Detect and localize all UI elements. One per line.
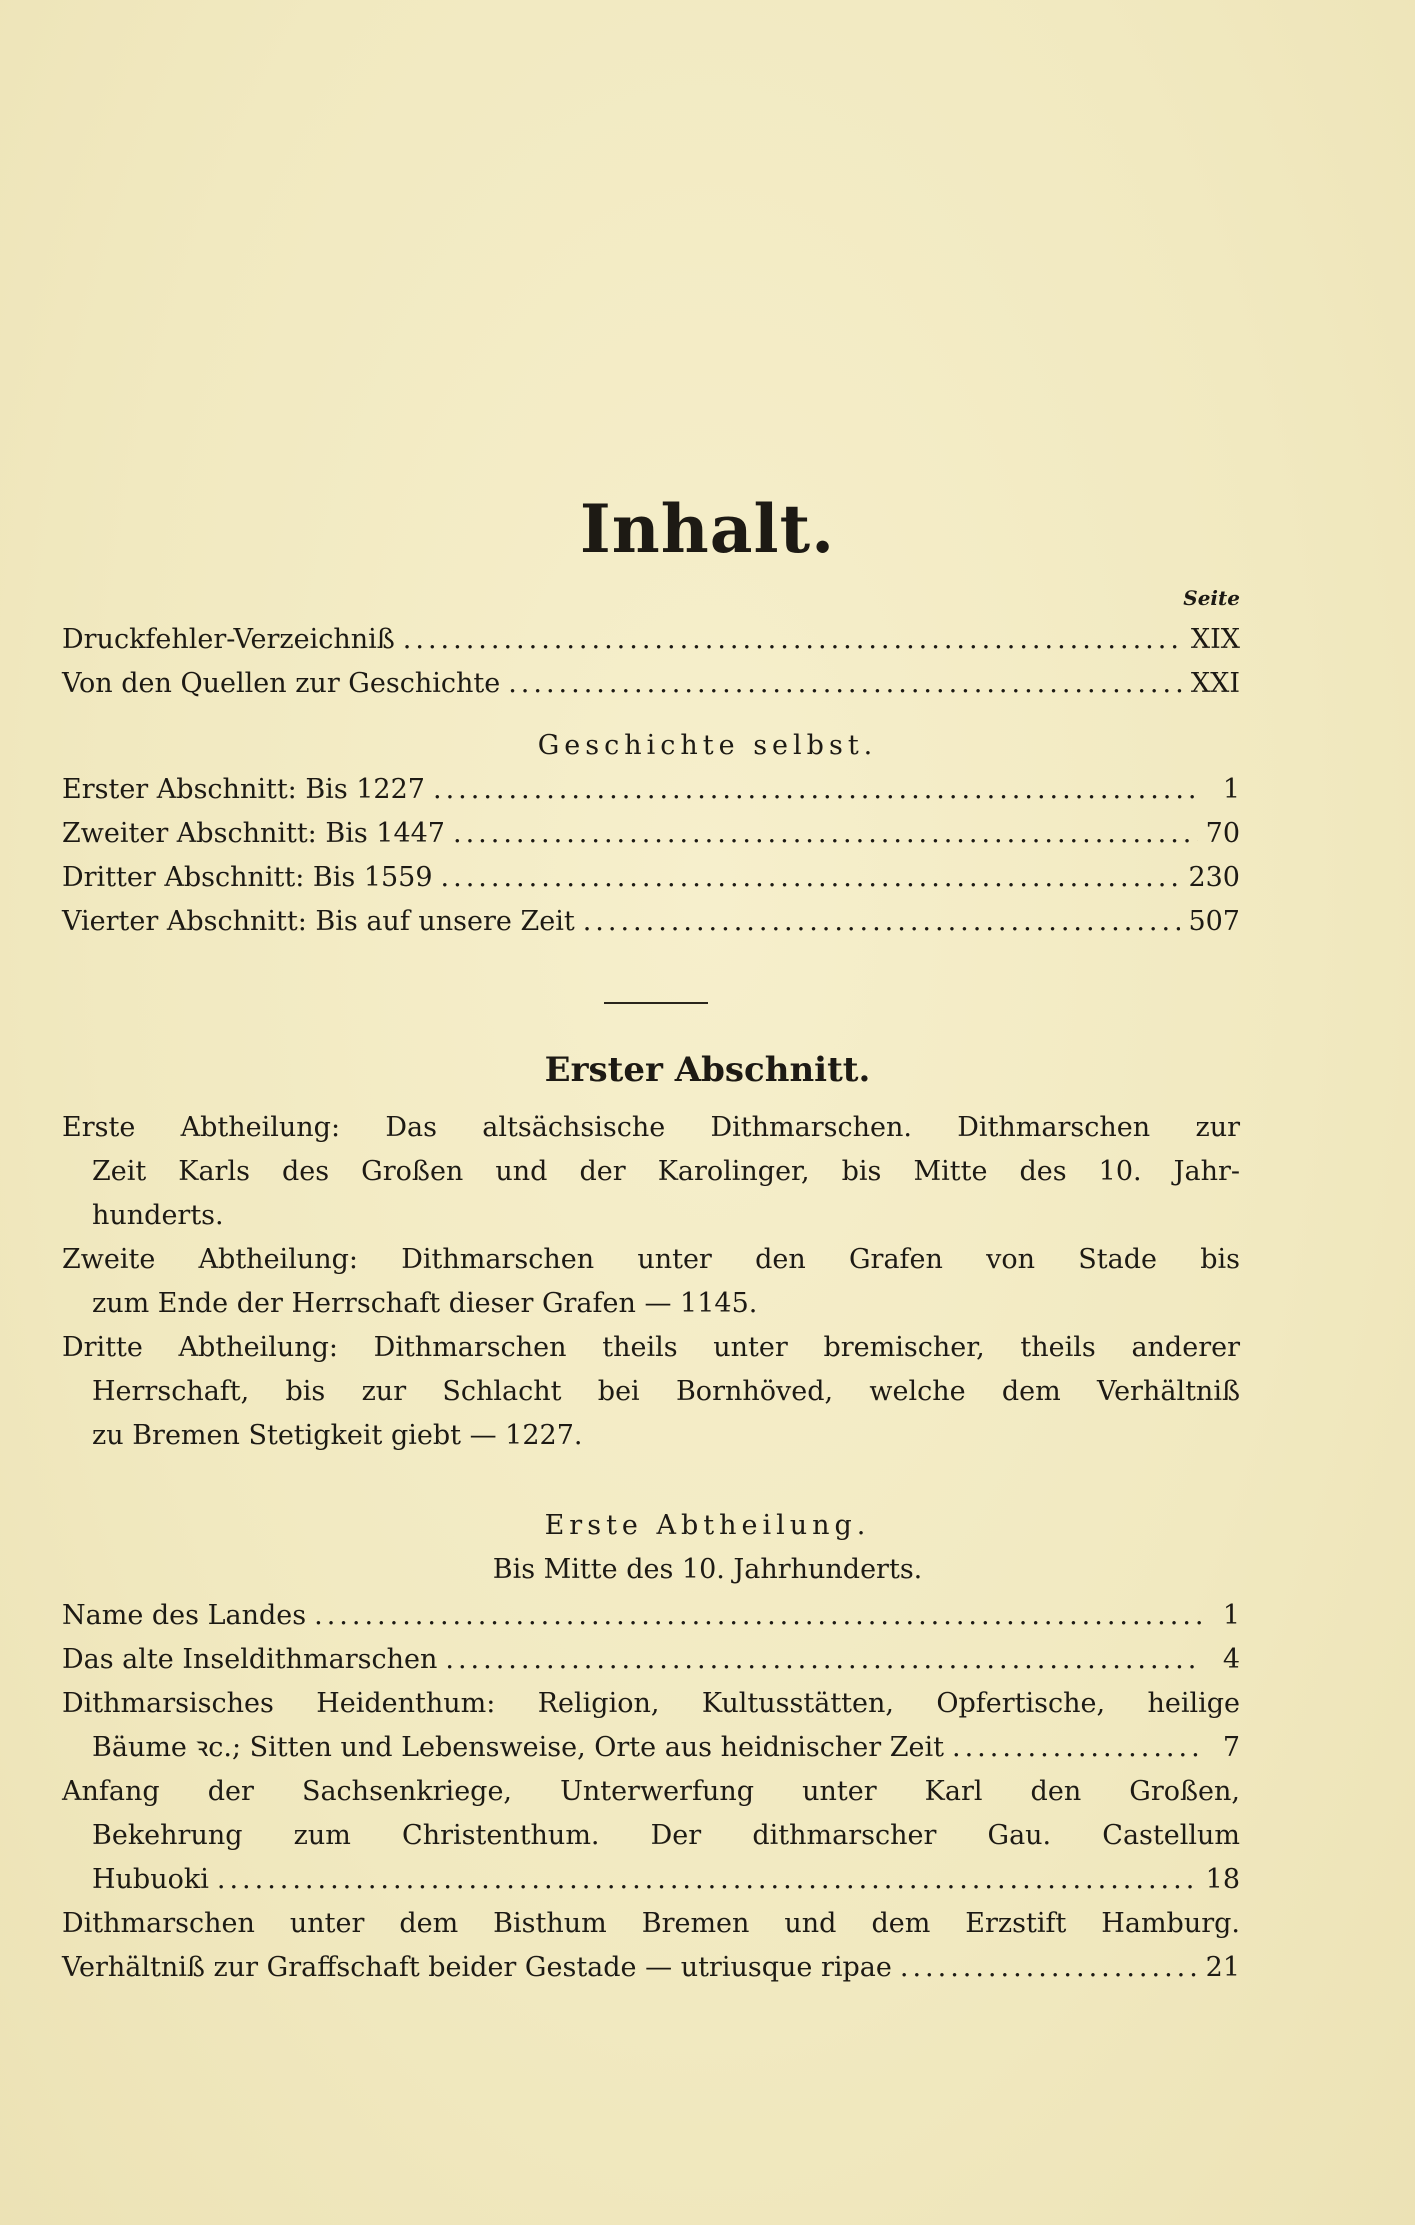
- section-divider: [604, 1002, 708, 1004]
- toc-entry-label: Das alte Inseldithmarschen: [62, 1644, 438, 1675]
- toc-entry-label: Bäume ꝛc.; Sitten und Lebensweise, Orte aus heidnischer Zeit: [92, 1732, 944, 1763]
- toc-entry-label: Verhältniß zur Graffschaft beider Gestade — utriusque ripae: [62, 1952, 892, 1983]
- toc-heidenthum-line-1: Dithmarsisches Heidenthum: Religion, Kultusstätten, Opfertische, heilige: [62, 1688, 1240, 1719]
- abteilung-dritte-line-2: Herrschaft, bis zur Schlacht bei Bornhöved, welche dem Verhältniß: [92, 1376, 1240, 1407]
- toc-page-number: 21: [1205, 1952, 1240, 1983]
- leader-dots: [403, 618, 1183, 662]
- leader-dots: [583, 900, 1181, 944]
- leader-dots: [314, 1594, 1202, 1638]
- toc-page-number: 18: [1205, 1864, 1240, 1895]
- seite-column-label: Seite: [1183, 586, 1240, 610]
- toc-entry-label: Name des Landes: [62, 1600, 307, 1631]
- leader-dots: [900, 1946, 1198, 1990]
- toc-entry-abschnitt-1[interactable]: [62, 768, 1240, 812]
- toc-entry-abschnitt-3[interactable]: [62, 856, 1240, 900]
- toc-entry-druckfehler[interactable]: [62, 618, 1240, 662]
- leader-dots: [508, 662, 1183, 706]
- leader-dots: [433, 768, 1202, 812]
- toc-page-number: 70: [1205, 818, 1240, 849]
- toc-entry-label: Dritter Abschnitt: Bis 1559: [62, 862, 433, 893]
- toc-entry-abschnitt-4[interactable]: [62, 900, 1240, 944]
- toc-sachsen-line-2: Bekehrung zum Christenthum. Der dithmarscher Gau. Castellum: [92, 1820, 1240, 1851]
- leader-dots: [952, 1726, 1202, 1770]
- toc-entry-name-des-landes[interactable]: [62, 1594, 1240, 1638]
- toc-entry-inseldithmarschen[interactable]: [62, 1638, 1240, 1682]
- toc-entry-label: Zweiter Abschnitt: Bis 1447: [62, 818, 445, 849]
- abteilung-erste-line-2: Zeit Karls des Großen und der Karolinger, bis Mitte des 10. Jahr-: [92, 1156, 1240, 1187]
- leader-dots: [217, 1858, 1198, 1902]
- leader-dots: [441, 856, 1181, 900]
- page-title: Inhalt.: [579, 490, 836, 568]
- toc-page-number: 4: [1222, 1644, 1240, 1675]
- section-heading: Erster Abschnitt.: [544, 1050, 871, 1090]
- toc-entry-heidenthum[interactable]: [92, 1726, 1240, 1770]
- erste-abteilung-heading: Erste Abtheilung.: [544, 1510, 871, 1541]
- toc-entry-label: Vierter Abschnitt: Bis auf unsere Zeit: [62, 906, 575, 937]
- toc-sachsen-line-1: Anfang der Sachsenkriege, Unterwerfung unter Karl den Großen,: [62, 1776, 1240, 1807]
- toc-entry-label: Druckfehler-Verzeichniß: [62, 624, 395, 655]
- abteilung-erste-line-3: hunderts.: [92, 1200, 224, 1231]
- abteilung-dritte-line-1: Dritte Abtheilung: Dithmarschen theils unter bremischer, theils anderer: [62, 1332, 1240, 1363]
- toc-page-number: 230: [1188, 862, 1240, 893]
- toc-bisthum-line-1: Dithmarschen unter dem Bisthum Bremen und dem Erzstift Hamburg.: [62, 1908, 1240, 1939]
- abteilung-zweite-line-1: Zweite Abtheilung: Dithmarschen unter den Grafen von Stade bis: [62, 1244, 1240, 1275]
- leader-dots: [453, 812, 1198, 856]
- toc-entry-hubuoki[interactable]: [92, 1858, 1240, 1902]
- toc-entry-quellen[interactable]: [62, 662, 1240, 706]
- toc-page-number: XIX: [1190, 624, 1240, 655]
- leader-dots: [445, 1638, 1202, 1682]
- toc-entry-label: Von den Quellen zur Geschichte: [62, 668, 501, 699]
- toc-entry-verhaeltniss[interactable]: [62, 1946, 1240, 1990]
- abteilung-zweite-line-2: zum Ende der Herrschaft dieser Grafen — 1145.: [92, 1288, 758, 1319]
- toc-entry-label: Hubuoki: [92, 1864, 209, 1895]
- abteilung-dritte-line-3: zu Bremen Stetigkeit giebt — 1227.: [92, 1420, 583, 1451]
- toc-page-number: 507: [1188, 906, 1240, 937]
- toc-page-number: 1: [1222, 1600, 1240, 1631]
- geschichte-heading: Geschichte selbst.: [537, 730, 878, 761]
- toc-entry-abschnitt-2[interactable]: [62, 812, 1240, 856]
- toc-entry-label: Erster Abschnitt: Bis 1227: [62, 774, 425, 805]
- toc-page-number: 1: [1222, 774, 1240, 805]
- toc-page-number: XXI: [1190, 668, 1240, 699]
- erste-abteilung-subheading: Bis Mitte des 10. Jahrhunderts.: [492, 1554, 923, 1585]
- abteilung-erste-line-1: Erste Abtheilung: Das altsächsische Dithmarschen. Dithmarschen zur: [62, 1112, 1240, 1143]
- toc-page-number: 7: [1222, 1732, 1240, 1763]
